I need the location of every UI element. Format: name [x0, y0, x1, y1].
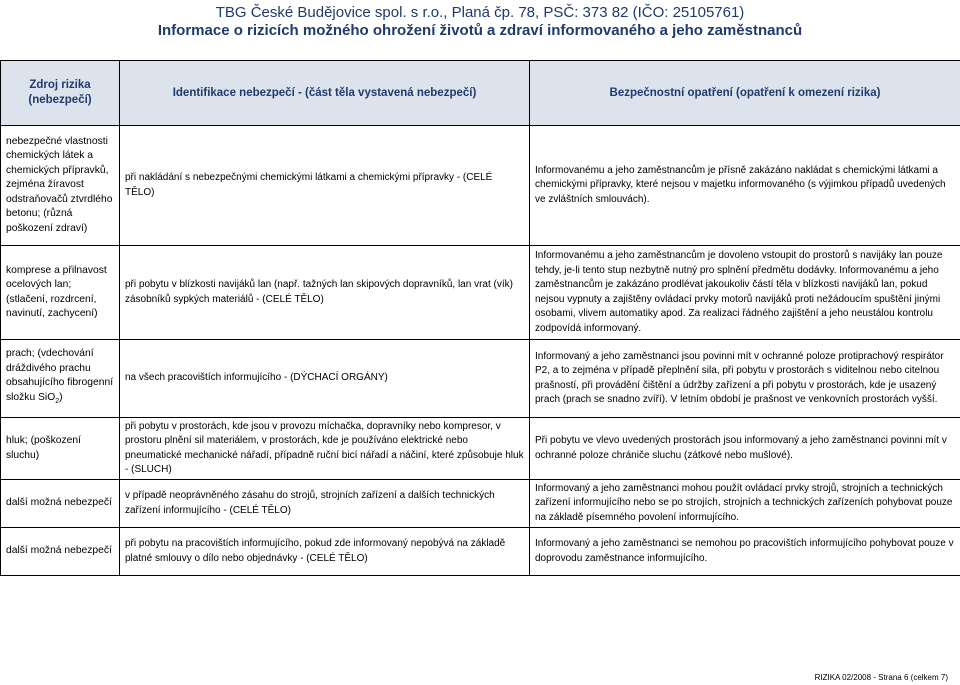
risk-source-cell: nebezpečné vlastnosti chemických látek a chemických přípravků, zejména žíravost odstraňovačů ztvrdlého betonu; (různá poškození zdraví) [1, 126, 120, 246]
safety-measure-cell: Informovaný a jeho zaměstnanci se nemohou po pracovištích informujícího pohybovat pouze v doprovodu zaměstnance informujícího. [530, 528, 960, 576]
risk-source-cell: další možná nebezpečí [1, 480, 120, 528]
table-row [1, 340, 960, 418]
risk-source-cell: komprese a přilnavost ocelových lan; (stlačení, rozdrcení, navinutí, zachycení) [1, 246, 120, 340]
risk-source-text: prach; (vdechování dráždivého prachu obsahujícího fibrogenní složku SiO [6, 348, 114, 403]
column-header-measures: Bezpečnostní opatření (opatření k omezení rizika) [530, 61, 960, 126]
hazard-identification-cell: na všech pracovištích informujícího - (DÝCHACÍ ORGÁNY) [120, 340, 530, 418]
hazard-identification-cell: při pobytu v prostorách, kde jsou v provozu míchačka, dopravníky nebo kompresor, v prostoru plnění sil materiálem, v prostorách, kde je používáno elektrické nebo pneumatické mechanické nářadí, případně ruční bicí nářadí a náčiní, které způsobuje hluk - (SLUCH) [120, 418, 530, 480]
safety-measure-cell: Informovaný a jeho zaměstnanci mohou použít ovládací prvky strojů, strojních a technických zařízení informujícího nebo se po strojích, strojních a technických zařízeních pohybovat pouze na základě písemného povolení informujícího. [530, 480, 960, 528]
hazard-identification-cell: při pobytu na pracovištích informujícího, pokud zde informovaný nepobývá na základě platné smlouvy o dílo nebo objednávky - (CELÉ TĚLO) [120, 528, 530, 576]
risk-source-cell: další možná nebezpečí [1, 528, 120, 576]
document-title: Informace o rizicích možného ohrožení životů a zdraví informovaného a jeho zaměstnanců [157, 22, 803, 39]
risk-source-text-end: ) [59, 391, 63, 403]
hazard-identification-cell: v případě neoprávněného zásahu do strojů, strojních zařízení a dalších technických zařízení informujícího - (CELÉ TĚLO) [120, 480, 530, 528]
subscript-2: 2 [55, 398, 60, 406]
hazard-identification-cell: při pobytu v blízkosti navijáků lan (např. tažných lan skipových dopravníků, lan vrat (vík) zásobníků sypkých materiálů - (CELÉ TĚLO) [120, 246, 530, 340]
safety-measure-cell: Informovanému a jeho zaměstnancům je přísně zakázáno nakládat s chemickými látkami a chemickými přípravky, které nejsou v majetku informovaného (s výjimkou případů uvedených ve zvláštních smlouvách). [530, 126, 960, 246]
safety-measure-cell: Při pobytu ve vlevo uvedených prostorách jsou informovaný a jeho zaměstnanci povinni mít v ochranné poloze chrániče sluchu (zátkové nebo mušlové). [530, 418, 960, 480]
safety-measure-cell: Informovaný a jeho zaměstnanci jsou povinni mít v ochranné poloze protiprachový respirátor P2, a to zejména v případě přeplnění sila, při pobytu v prostorách s viditelnou nebo citelnou prašností, při provádění čištění a údržby zařízení a při pobytu v prostorách, kde je usazený prach (prach se snadno zvíří). V letním období je prašnost ve venkovních prostorách vyšší. [530, 340, 960, 418]
page-footer: RIZIKA 02/2008 - Strana 6 (celkem 7) [814, 673, 948, 682]
table-row [1, 246, 960, 340]
risk-source-cell [1, 340, 120, 418]
column-header-identification: Identifikace nebezpečí - (část těla vystavená nebezpečí) [120, 61, 530, 126]
table-row [1, 418, 960, 480]
company-header: TBG České Budějovice spol. s r.o., Planá čp. 78, PSČ: 373 82 (IČO: 25105761) [215, 4, 745, 21]
hazard-identification-cell: při nakládání s nebezpečnými chemickými látkami a chemickými přípravky - (CELÉ TĚLO) [120, 126, 530, 246]
safety-measure-cell: Informovanému a jeho zaměstnancům je dovoleno vstoupit do prostorů s navijáky lan pouze tehdy, je-li tento stup nezbytně nutný pro splnění předmětu dodávky. Informovanému a jeho zaměstnancům je zakázáno prodlévat jakoukoliv částí těla v blízkosti navijáků lan, pokud nejsou vypnuty a zajištěny ovládací prvky motorů navijáků proti nežádoucím spuštění jinými osobami, vlivem automatiky apod. Za realizaci řádného zajištění a jeho neustálou kontrolu zodpovídá informovaný. [530, 246, 960, 340]
table-header-row [1, 61, 960, 126]
risk-source-cell: hluk; (poškození sluchu) [1, 418, 120, 480]
table-row [1, 480, 960, 528]
risk-table [0, 60, 960, 576]
table-row [1, 528, 960, 576]
table-row [1, 126, 960, 246]
column-header-source: Zdroj rizika (nebezpečí) [1, 61, 120, 126]
